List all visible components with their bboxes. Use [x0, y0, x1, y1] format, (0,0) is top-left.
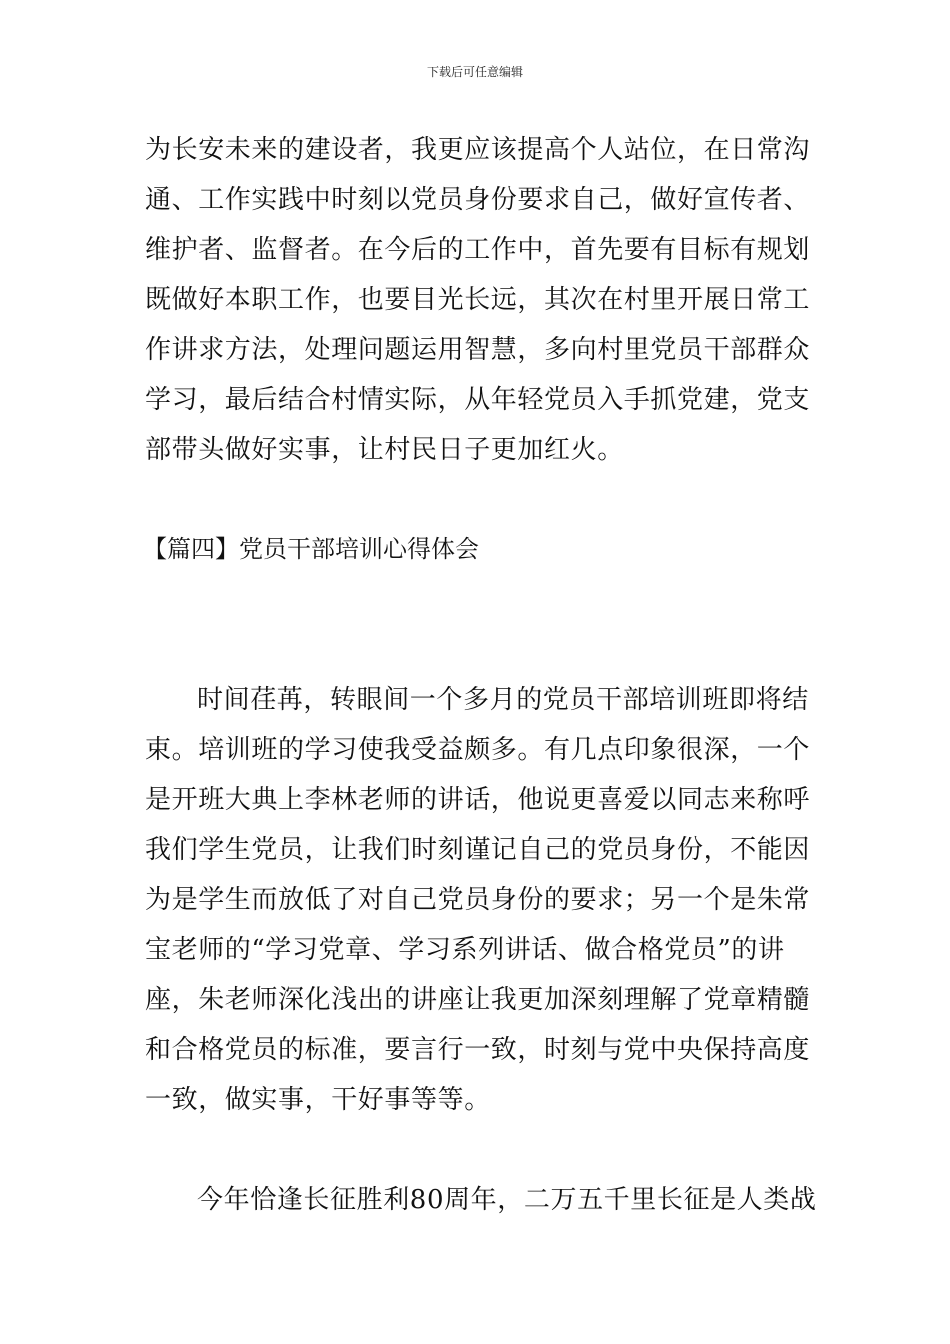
paragraph-line: 我们学生党员，让我们时刻谨记自己的党员身份，不能因 — [145, 835, 811, 865]
paragraph-line: 今年恰逢长征胜利80周年，二万五千里长征是人类战 — [197, 1185, 817, 1215]
paragraph-line: 是开班大典上李林老师的讲话，他说更喜爱以同志来称呼 — [145, 785, 811, 815]
paragraph-line: 部带头做好实事，让村民日子更加红火。 — [145, 435, 624, 465]
paragraph-line: 为是学生而放低了对自己党员身份的要求；另一个是朱常 — [145, 885, 811, 915]
paragraph-line: 座，朱老师深化浅出的讲座让我更加深刻理解了党章精髓 — [145, 985, 811, 1015]
paragraph-line: 学习，最后结合村情实际，从年轻党员入手抓党建，党支 — [145, 385, 811, 415]
paragraph-line: 作讲求方法，处理问题运用智慧，多向村里党员干部群众 — [145, 335, 811, 365]
paragraph-line: 既做好本职工作，也要目光长远，其次在村里开展日常工 — [145, 285, 811, 315]
paragraph-line: 时间荏苒，转眼间一个多月的党员干部培训班即将结 — [197, 685, 809, 715]
section-heading: 【篇四】党员干部培训心得体会 — [143, 535, 479, 563]
paragraph-line: 一致，做实事，干好事等等。 — [145, 1085, 491, 1115]
paragraph-line: 宝老师的“学习党章、学习系列讲话、做合格党员”的讲 — [145, 935, 785, 965]
paragraph-line: 维护者、监督者。在今后的工作中，首先要有目标有规划 — [145, 235, 811, 265]
page-header: 下载后可任意编辑 — [426, 65, 523, 79]
paragraph-line: 束。培训班的学习使我受益颇多。有几点印象很深，一个 — [145, 735, 811, 765]
paragraph-line: 和合格党员的标准，要言行一致，时刻与党中央保持高度 — [145, 1035, 811, 1065]
paragraph-line: 为长安未来的建设者，我更应该提高个人站位，在日常沟 — [145, 135, 811, 165]
paragraph-line: 通、工作实践中时刻以党员身份要求自己，做好宣传者、 — [145, 185, 811, 215]
